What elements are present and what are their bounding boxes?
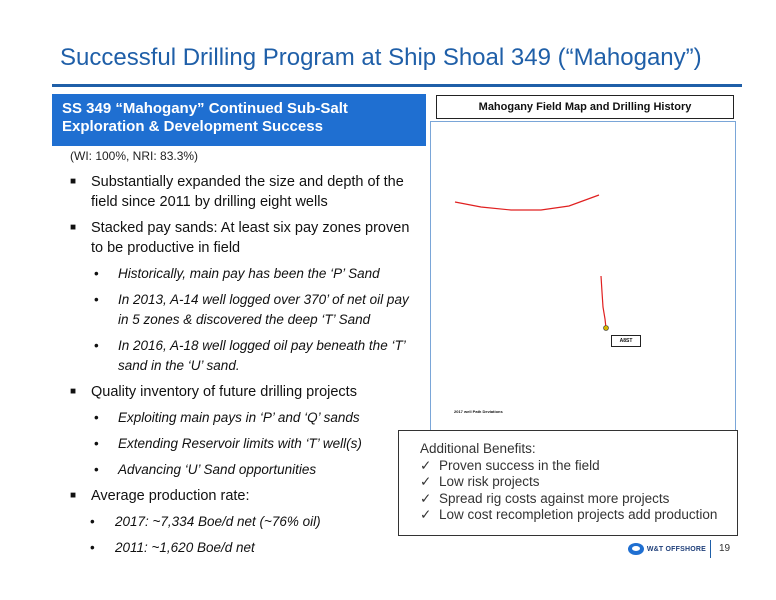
page-number-divider: [710, 540, 711, 558]
round-bullet-icon: •: [94, 292, 99, 307]
well-path-label: 2017 well Path Deviations: [454, 409, 503, 414]
bullet-item: [70, 486, 410, 506]
field-map: [430, 121, 736, 433]
sub-bullet-item: [70, 538, 410, 558]
sub-bullet-text: In 2016, A-18 well logged oil pay beneath the ‘T’ sand in the ‘U’ sand.: [118, 338, 405, 373]
bullet-text: Average production rate:: [91, 488, 250, 504]
well-path-upper: [455, 195, 599, 210]
benefit-text: Spread rig costs against more projects: [439, 490, 670, 506]
map-title: Mahogany Field Map and Drilling History: [436, 95, 734, 119]
sub-bullet-item: [70, 460, 410, 480]
benefits-heading: Additional Benefits:: [420, 441, 536, 456]
section-header-line2: Exploration & Development Success: [62, 118, 323, 135]
benefit-item: [420, 474, 737, 491]
company-logo: [628, 542, 706, 556]
logo-text: W&T OFFSHORE: [646, 545, 706, 553]
round-bullet-icon: •: [94, 338, 99, 353]
bullet-item: [70, 172, 410, 212]
slide-title: Successful Drilling Program at Ship Shoal 349 (“Mahogany”): [60, 44, 702, 71]
benefit-item: [420, 458, 737, 475]
round-bullet-icon: •: [94, 266, 99, 281]
sub-bullet-text: Extending Reservoir limits with ‘T’ well(s): [118, 436, 362, 451]
page-number: 19: [719, 543, 731, 554]
well-path-lower: [601, 276, 606, 328]
round-bullet-icon: •: [94, 462, 99, 477]
benefit-item: [420, 507, 737, 524]
field-map-canvas: [431, 122, 737, 434]
bullet-list: [70, 172, 410, 564]
section-header-box: [52, 94, 426, 146]
working-interest-text: (WI: 100%, NRI: 83.3%): [70, 149, 199, 163]
sub-bullet-item: [70, 264, 410, 284]
benefit-text: Proven success in the field: [439, 457, 600, 473]
square-bullet-icon: ■: [70, 222, 77, 233]
check-icon: ✓: [420, 457, 432, 473]
benefit-text: Low cost recompletion projects add production: [439, 507, 718, 522]
round-bullet-icon: •: [94, 436, 99, 451]
bullet-item: [70, 382, 410, 402]
well-marker: [604, 326, 609, 331]
sub-bullet-text: Exploiting main pays in ‘P’ and ‘Q’ sands: [118, 410, 360, 425]
sub-bullet-text: Historically, main pay has been the ‘P’ Sand: [118, 266, 380, 281]
sub-bullet-text: In 2013, A-14 well logged over 370’ of net oil pay in 5 zones & discovered the deep ‘T’ Sand: [118, 292, 409, 327]
square-bullet-icon: ■: [70, 490, 77, 501]
bullet-text: Stacked pay sands: At least six pay zones proven to be productive in field: [91, 220, 410, 256]
well-label: A8ST: [611, 335, 641, 347]
sub-bullet-text: Advancing ‘U’ Sand opportunities: [118, 462, 317, 477]
benefit-item: [420, 491, 737, 508]
round-bullet-icon: •: [90, 540, 95, 555]
logo-swoosh-icon: [628, 543, 644, 555]
sub-bullet-item: [70, 336, 410, 376]
square-bullet-icon: ■: [70, 386, 77, 397]
check-icon: ✓: [420, 474, 432, 489]
bullet-text: Substantially expanded the size and depth of the field since 2011 by drilling eight wells: [91, 174, 404, 210]
square-bullet-icon: ■: [70, 176, 77, 187]
sub-bullet-text: 2017: ~7,334 Boe/d net (~76% oil): [115, 514, 321, 529]
additional-benefits-box: [398, 430, 738, 536]
round-bullet-icon: •: [94, 410, 99, 425]
check-icon: ✓: [420, 507, 432, 522]
sub-bullet-item: [70, 290, 410, 330]
benefit-text: Low risk projects: [439, 474, 540, 489]
section-header-line1: SS 349 “Mahogany” Continued Sub-Salt: [62, 100, 348, 117]
bullet-text: Quality inventory of future drilling projects: [91, 384, 357, 400]
check-icon: ✓: [420, 490, 432, 506]
round-bullet-icon: •: [90, 514, 95, 529]
sub-bullet-text: 2011: ~1,620 Boe/d net: [115, 540, 255, 555]
title-divider: [52, 84, 742, 87]
sub-bullet-item: [70, 434, 410, 454]
sub-bullet-item: [70, 408, 410, 428]
sub-bullet-item: [70, 512, 410, 532]
bullet-item: [70, 218, 410, 258]
